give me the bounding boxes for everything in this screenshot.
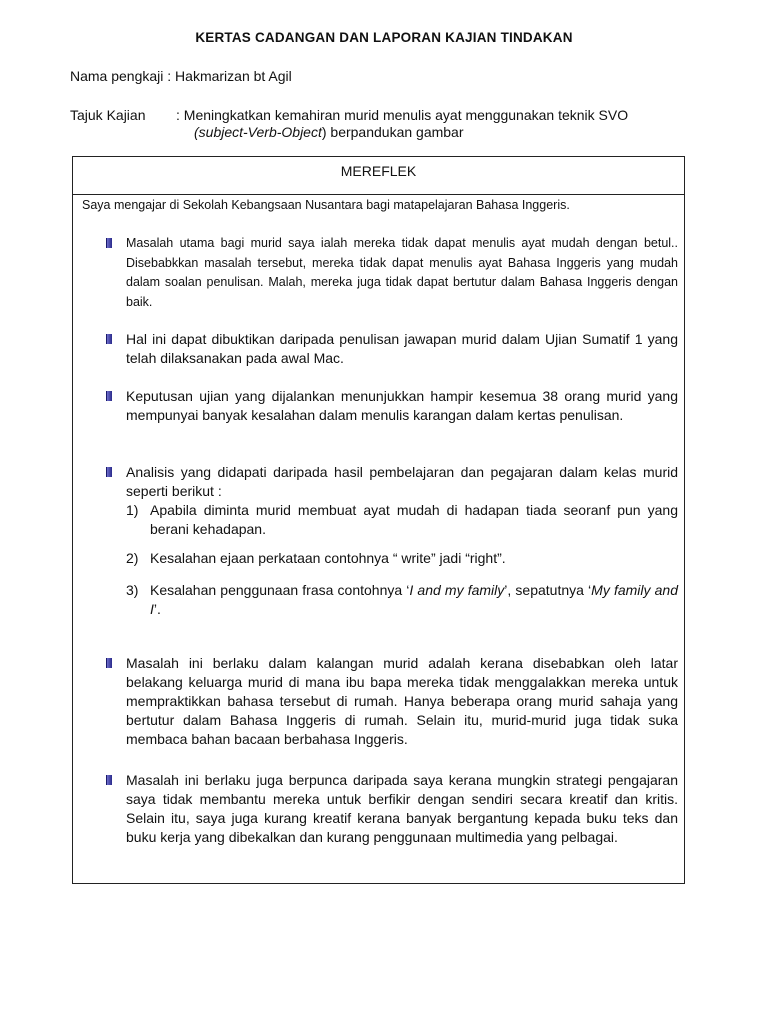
- sub-list-item: [126, 501, 678, 539]
- sub-text-part: Kesalahan penggunaan frasa contohnya ‘: [150, 582, 410, 598]
- sub-number: 2): [126, 550, 139, 566]
- sub-text-part: ’.: [153, 601, 161, 617]
- researcher-name: Nama pengkaji : Hakmarizan bt Agil: [70, 68, 292, 84]
- list-item: [126, 771, 678, 847]
- topic-line-2: [70, 124, 690, 140]
- bullet-text: Masalah ini berlaku juga berpunca daripada saya kerana mungkin strategi pengajaran saya tidak membantu mereka untuk berfikir dengan sendiri secara kreatif dan kritis. Selain itu, saya juga kurang kreatif kerana banyak bergantung kepada buku teks dan buku kerja yang dibekalkan dan kurang penggunaan multimedia yang pelbagai.: [126, 772, 678, 845]
- topic-italic: (subject-Verb-Object: [194, 124, 322, 140]
- topic-rest: ) berpandukan gambar: [321, 124, 464, 140]
- list-item: [126, 387, 678, 425]
- analysis-sublist: [126, 501, 678, 619]
- bullet-marker-icon: [106, 391, 112, 401]
- bullet-text: Keputusan ujian yang dijalankan menunjukkan hampir kesemua 38 orang murid yang mempunyai banyak kesalahan dalam menulis karangan dalam kertas penulisan.: [126, 388, 678, 423]
- sub-text: [150, 582, 678, 617]
- bullet-marker-icon: [106, 658, 112, 668]
- document-title: KERTAS CADANGAN DAN LAPORAN KAJIAN TINDAKAN: [195, 30, 573, 45]
- sub-text: Kesalahan ejaan perkataan contohnya “ write” jadi “right”.: [150, 550, 506, 566]
- sub-text-italic: I and my family: [409, 582, 505, 598]
- sub-list-item: [126, 549, 678, 568]
- bullet-text: Hal ini dapat dibuktikan daripada penulisan jawapan murid dalam Ujian Sumatif 1 yang telah dilaksanakan pada awal Mac.: [126, 331, 678, 366]
- list-item: [126, 654, 678, 749]
- sub-number: 3): [126, 582, 139, 598]
- topic-line-1: : Meningkatkan kemahiran murid menulis ayat menggunakan teknik SVO: [176, 107, 629, 123]
- bullet-marker-icon: [106, 334, 112, 344]
- intro-text: Saya mengajar di Sekolah Kebangsaan Nusantara bagi matapelajaran Bahasa Inggeris.: [82, 198, 570, 212]
- study-topic: [70, 107, 690, 140]
- bullet-text: Masalah ini berlaku dalam kalangan murid adalah kerana disebabkan oleh latar belakang keluarga murid di mana ibu bapa mereka tidak menggalakkan mereka untuk mempraktikkan bahasa tersebut di rumah. Hanya beberapa orang murid sahaja yang bertutur dalam Bahasa Inggeris di rumah. Selain itu, murid-murid juga tidak suka membaca bahan bacaan berbahasa Inggeris.: [126, 655, 678, 747]
- bullet-marker-icon: [106, 238, 112, 248]
- sub-list-item: [126, 581, 678, 619]
- sub-text: Apabila diminta murid membuat ayat mudah di hadapan tiada seoranf pun yang berani kehadapan.: [150, 502, 678, 537]
- sub-number: 1): [126, 502, 139, 518]
- bullet-marker-icon: [106, 467, 112, 477]
- list-item: [126, 463, 678, 619]
- sub-text-part: ’, sepatutnya ‘: [504, 582, 592, 598]
- list-item: [126, 234, 678, 312]
- topic-label: Tajuk Kajian: [70, 107, 146, 123]
- section-heading: MEREFLEK: [73, 157, 684, 195]
- bullet-text: Masalah utama bagi murid saya ialah mereka tidak dapat menulis ayat mudah dengan betul.. Disebabkkan masalah tersebut, mereka tidak dapat menulis ayat Bahasa Inggeris yang mudah dalam soalan penulisan. Malah, mereka juga tidak dapat bertutur dalam Bahasa Inggeris dengan baik.: [126, 236, 678, 309]
- list-item: [126, 330, 678, 368]
- bullet-text: Analisis yang didapati daripada hasil pembelajaran dan pegajaran dalam kelas murid seperti berikut :: [126, 464, 678, 499]
- reflection-box: [72, 156, 685, 884]
- sub-text-italic: My family and I: [150, 582, 679, 617]
- bullet-marker-icon: [106, 775, 112, 785]
